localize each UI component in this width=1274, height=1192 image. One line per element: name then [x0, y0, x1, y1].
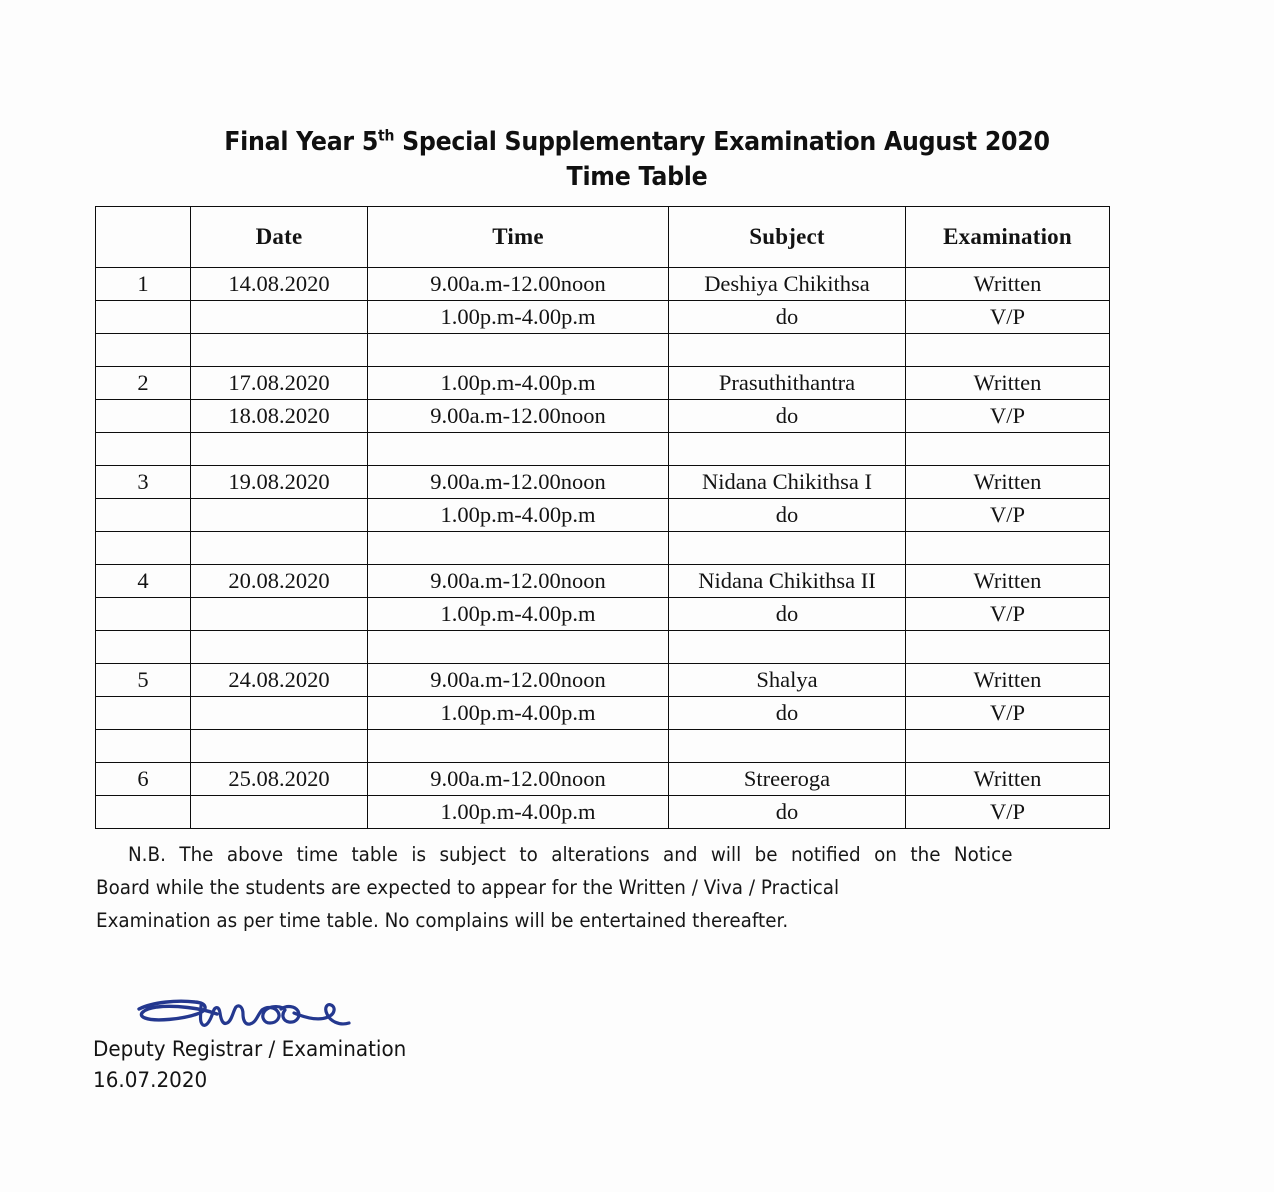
cell-serial [96, 433, 191, 466]
signature-icon [131, 992, 361, 1040]
cell-serial [96, 631, 191, 664]
note-line-1: N.B. The above time table is subject to alterations and will be notified on the Notice [127, 843, 1013, 866]
table-row [96, 466, 1110, 499]
table-row [96, 367, 1110, 400]
table-row [96, 796, 1110, 829]
table-row [96, 499, 1110, 532]
cell-examination: V/P [906, 301, 1110, 334]
cell-date: 25.08.2020 [191, 763, 368, 796]
column-header-examination: Examination [906, 207, 1110, 268]
cell-time: 1.00p.m-4.00p.m [368, 796, 669, 829]
cell-subject: Streeroga [669, 763, 906, 796]
table-spacer-row [96, 334, 1110, 367]
table-header-row [96, 207, 1110, 268]
note-line-2: Board while the students are expected to appear for the Written / Viva / Practical [96, 876, 840, 899]
cell-subject [669, 532, 906, 565]
table-row [96, 697, 1110, 730]
cell-date [191, 631, 368, 664]
cell-examination [906, 433, 1110, 466]
table-spacer-row [96, 730, 1110, 763]
table-row [96, 598, 1110, 631]
cell-date [191, 334, 368, 367]
document-title-block [0, 128, 1274, 194]
cell-date [191, 598, 368, 631]
cell-subject: do [669, 796, 906, 829]
cell-date: 14.08.2020 [191, 268, 368, 301]
cell-examination: Written [906, 763, 1110, 796]
cell-subject: Deshiya Chikithsa [669, 268, 906, 301]
cell-date: 18.08.2020 [191, 400, 368, 433]
cell-date: 20.08.2020 [191, 565, 368, 598]
column-header-serial [96, 207, 191, 268]
cell-date: 19.08.2020 [191, 466, 368, 499]
table-row [96, 763, 1110, 796]
cell-examination: V/P [906, 796, 1110, 829]
cell-time: 1.00p.m-4.00p.m [368, 499, 669, 532]
cell-examination: Written [906, 466, 1110, 499]
cell-time: 1.00p.m-4.00p.m [368, 367, 669, 400]
table-spacer-row [96, 433, 1110, 466]
column-header-subject: Subject [669, 207, 906, 268]
table-row [96, 301, 1110, 334]
cell-subject [669, 334, 906, 367]
page-title-line-1 [45, 128, 1230, 157]
cell-examination: V/P [906, 400, 1110, 433]
cell-examination [906, 532, 1110, 565]
cell-time: 9.00a.m-12.00noon [368, 268, 669, 301]
cell-time [368, 433, 669, 466]
cell-subject: do [669, 499, 906, 532]
cell-date [191, 697, 368, 730]
cell-serial [96, 697, 191, 730]
cell-serial: 1 [96, 268, 191, 301]
cell-subject: Shalya [669, 664, 906, 697]
cell-serial [96, 499, 191, 532]
cell-date: 17.08.2020 [191, 367, 368, 400]
cell-serial [96, 796, 191, 829]
cell-examination: V/P [906, 499, 1110, 532]
cell-serial [96, 400, 191, 433]
cell-subject: do [669, 598, 906, 631]
cell-time [368, 334, 669, 367]
cell-subject: Nidana Chikithsa II [669, 565, 906, 598]
cell-subject [669, 433, 906, 466]
column-header-date: Date [191, 207, 368, 268]
cell-time: 9.00a.m-12.00noon [368, 664, 669, 697]
cell-examination: Written [906, 664, 1110, 697]
cell-examination [906, 730, 1110, 763]
note-line-3: Examination as per time table. No complains will be entertained thereafter. [96, 909, 789, 932]
cell-serial [96, 598, 191, 631]
title-superscript: th [378, 126, 395, 145]
cell-subject [669, 730, 906, 763]
cell-serial [96, 301, 191, 334]
timetable-container [95, 206, 1109, 829]
cell-date [191, 499, 368, 532]
cell-examination: Written [906, 565, 1110, 598]
table-spacer-row [96, 631, 1110, 664]
cell-examination [906, 631, 1110, 664]
signature-date: 16.07.2020 [93, 1068, 208, 1092]
timetable-head [96, 207, 1110, 268]
timetable-body [96, 268, 1110, 829]
cell-date [191, 796, 368, 829]
table-row [96, 268, 1110, 301]
page-title-line-2: Time Table [566, 161, 708, 192]
cell-examination: V/P [906, 697, 1110, 730]
cell-subject: Nidana Chikithsa I [669, 466, 906, 499]
cell-subject: Prasuthithantra [669, 367, 906, 400]
cell-time: 9.00a.m-12.00noon [368, 565, 669, 598]
cell-date [191, 433, 368, 466]
signature-name: Deputy Registrar / Examination [93, 1037, 407, 1061]
cell-time: 1.00p.m-4.00p.m [368, 301, 669, 334]
cell-serial: 6 [96, 763, 191, 796]
cell-subject: do [669, 697, 906, 730]
table-row [96, 400, 1110, 433]
cell-serial: 2 [96, 367, 191, 400]
cell-date [191, 301, 368, 334]
cell-date [191, 730, 368, 763]
table-spacer-row [96, 532, 1110, 565]
table-row [96, 664, 1110, 697]
cell-time: 1.00p.m-4.00p.m [368, 598, 669, 631]
cell-serial [96, 532, 191, 565]
cell-time: 9.00a.m-12.00noon [368, 400, 669, 433]
cell-examination: V/P [906, 598, 1110, 631]
table-row [96, 565, 1110, 598]
title-suffix: Special Supplementary Examination August 2020 [394, 127, 1050, 157]
cell-subject: do [669, 301, 906, 334]
cell-date [191, 532, 368, 565]
cell-serial [96, 334, 191, 367]
cell-time [368, 730, 669, 763]
cell-time: 1.00p.m-4.00p.m [368, 697, 669, 730]
cell-time: 9.00a.m-12.00noon [368, 763, 669, 796]
cell-serial: 3 [96, 466, 191, 499]
cell-time [368, 631, 669, 664]
title-prefix: Final Year 5 [224, 127, 379, 157]
cell-examination: Written [906, 268, 1110, 301]
cell-examination: Written [906, 367, 1110, 400]
cell-examination [906, 334, 1110, 367]
note-block [96, 838, 1013, 937]
cell-subject [669, 631, 906, 664]
timetable [95, 206, 1110, 829]
cell-subject: do [669, 400, 906, 433]
signature-block [93, 992, 523, 1096]
column-header-time: Time [368, 207, 669, 268]
cell-date: 24.08.2020 [191, 664, 368, 697]
cell-serial: 5 [96, 664, 191, 697]
cell-time [368, 532, 669, 565]
cell-serial: 4 [96, 565, 191, 598]
cell-serial [96, 730, 191, 763]
cell-time: 9.00a.m-12.00noon [368, 466, 669, 499]
